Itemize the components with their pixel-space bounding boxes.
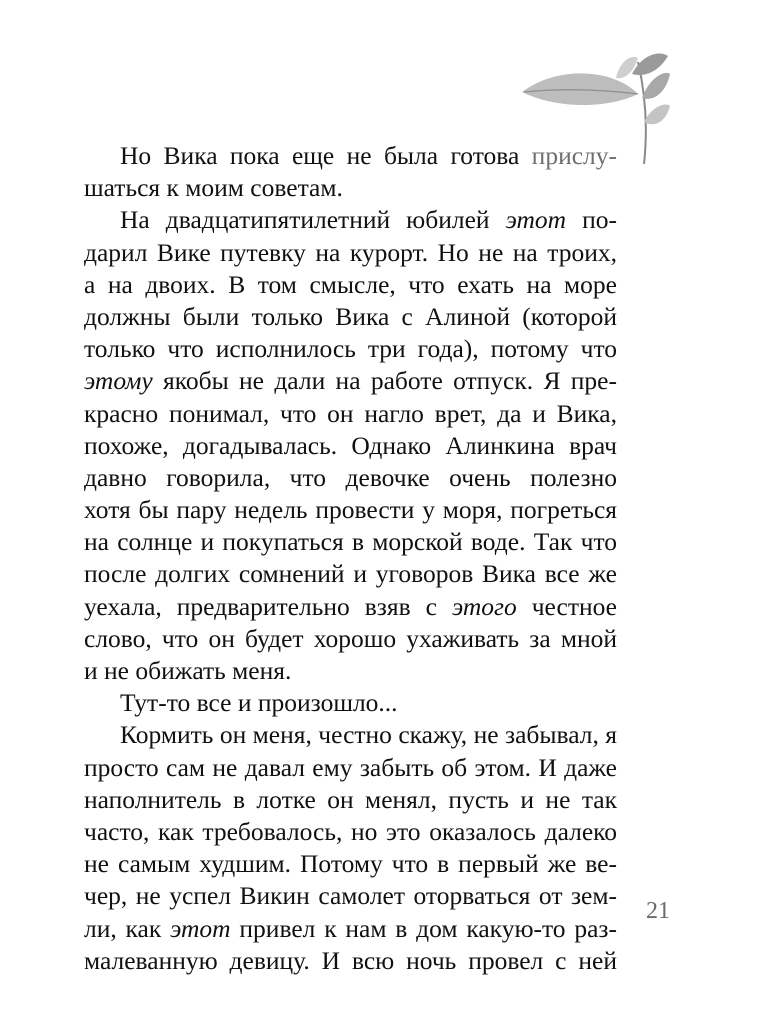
text-segment: Но Вика пока еще не была готова xyxy=(120,141,532,170)
text-line xyxy=(84,558,617,590)
text-line xyxy=(84,333,617,365)
text-segment: только что исполнилось три года), потому что xyxy=(84,334,617,364)
text-line xyxy=(84,140,617,172)
text-line xyxy=(84,462,617,494)
text-segment: красно понимал, что он нагло врет, да и Вика, xyxy=(84,398,617,428)
text-line xyxy=(84,687,617,719)
text-segment: уехала, предварительно взяв с xyxy=(84,591,452,621)
text-line xyxy=(84,945,617,977)
text-segment: прислу- xyxy=(531,141,617,170)
emphasized-word: этот xyxy=(505,205,567,235)
text-segment: не самым худшим. Потому что в первый же ве- xyxy=(84,849,617,879)
text-segment: на солнце и покупаться в морской воде. Так что xyxy=(84,527,617,557)
text-line xyxy=(84,591,617,623)
text-segment: ли, как xyxy=(84,913,171,943)
text-segment: честное xyxy=(516,591,617,621)
text-segment: Кормить он меня, честно скажу, не забывал, я xyxy=(120,720,617,750)
text-line xyxy=(84,301,617,333)
text-line xyxy=(84,494,617,526)
text-line xyxy=(84,784,617,816)
text-segment: наполнитель в лотке он менял, пусть и не так xyxy=(84,784,617,814)
text-segment: На двадцатипятилетний юбилей xyxy=(120,205,506,235)
text-line xyxy=(84,880,617,912)
text-segment: а на двоих. В том смысле, что ехать на море xyxy=(84,269,617,299)
text-segment: после долгих сомнений и уговоров Вика все же xyxy=(84,559,617,589)
text-line xyxy=(84,430,617,462)
text-line xyxy=(84,816,617,848)
text-segment: похоже, догадывалась. Однако Алинкина врач xyxy=(84,430,617,460)
text-line xyxy=(84,848,617,880)
text-line xyxy=(84,752,617,784)
text-segment: Тут-то все и произошло... xyxy=(120,688,398,718)
page-number: 21 xyxy=(646,898,670,924)
text-segment: дарил Вике путевку на курорт. Но не на троих, xyxy=(84,237,617,267)
text-segment: просто сам не давал ему забыть об этом. И даже xyxy=(84,752,617,782)
text-line xyxy=(84,172,617,204)
text-segment: хотя бы пару недель провести у моря, погреться xyxy=(84,495,617,525)
emphasized-word: этого xyxy=(451,591,517,621)
text-line xyxy=(84,204,617,236)
text-segment: чер, не успел Викин самолет оторваться от зем- xyxy=(84,881,617,911)
text-segment: и не обижать меня. xyxy=(84,656,292,685)
text-line xyxy=(84,623,617,655)
text-line xyxy=(84,655,617,687)
text-line xyxy=(84,526,617,558)
text-segment: слово, что он будет хорошо ухаживать за мной xyxy=(84,623,617,653)
text-segment: часто, как требовалось, но это оказалось далеко xyxy=(84,816,617,846)
text-segment: привел к нам в дом какую-то раз- xyxy=(230,913,617,943)
text-line xyxy=(84,237,617,269)
text-segment: якобы не дали на работе отпуск. Я пре- xyxy=(152,366,617,396)
text-segment: по- xyxy=(566,205,618,235)
text-line xyxy=(84,719,617,751)
text-segment: малеванную девицу. И всю ночь провел с ней xyxy=(84,945,617,975)
text-line xyxy=(84,913,617,945)
emphasized-word: этот xyxy=(170,913,231,943)
text-segment: должны были только Вика с Алиной (которой xyxy=(84,301,617,331)
body-text xyxy=(84,140,617,977)
text-segment: шаться к моим советам. xyxy=(84,173,343,203)
text-line xyxy=(84,269,617,301)
text-line xyxy=(84,398,617,430)
emphasized-word: этому xyxy=(84,366,153,396)
text-line xyxy=(84,365,617,397)
text-segment: давно говорила, что девочке очень полезно xyxy=(84,462,617,492)
